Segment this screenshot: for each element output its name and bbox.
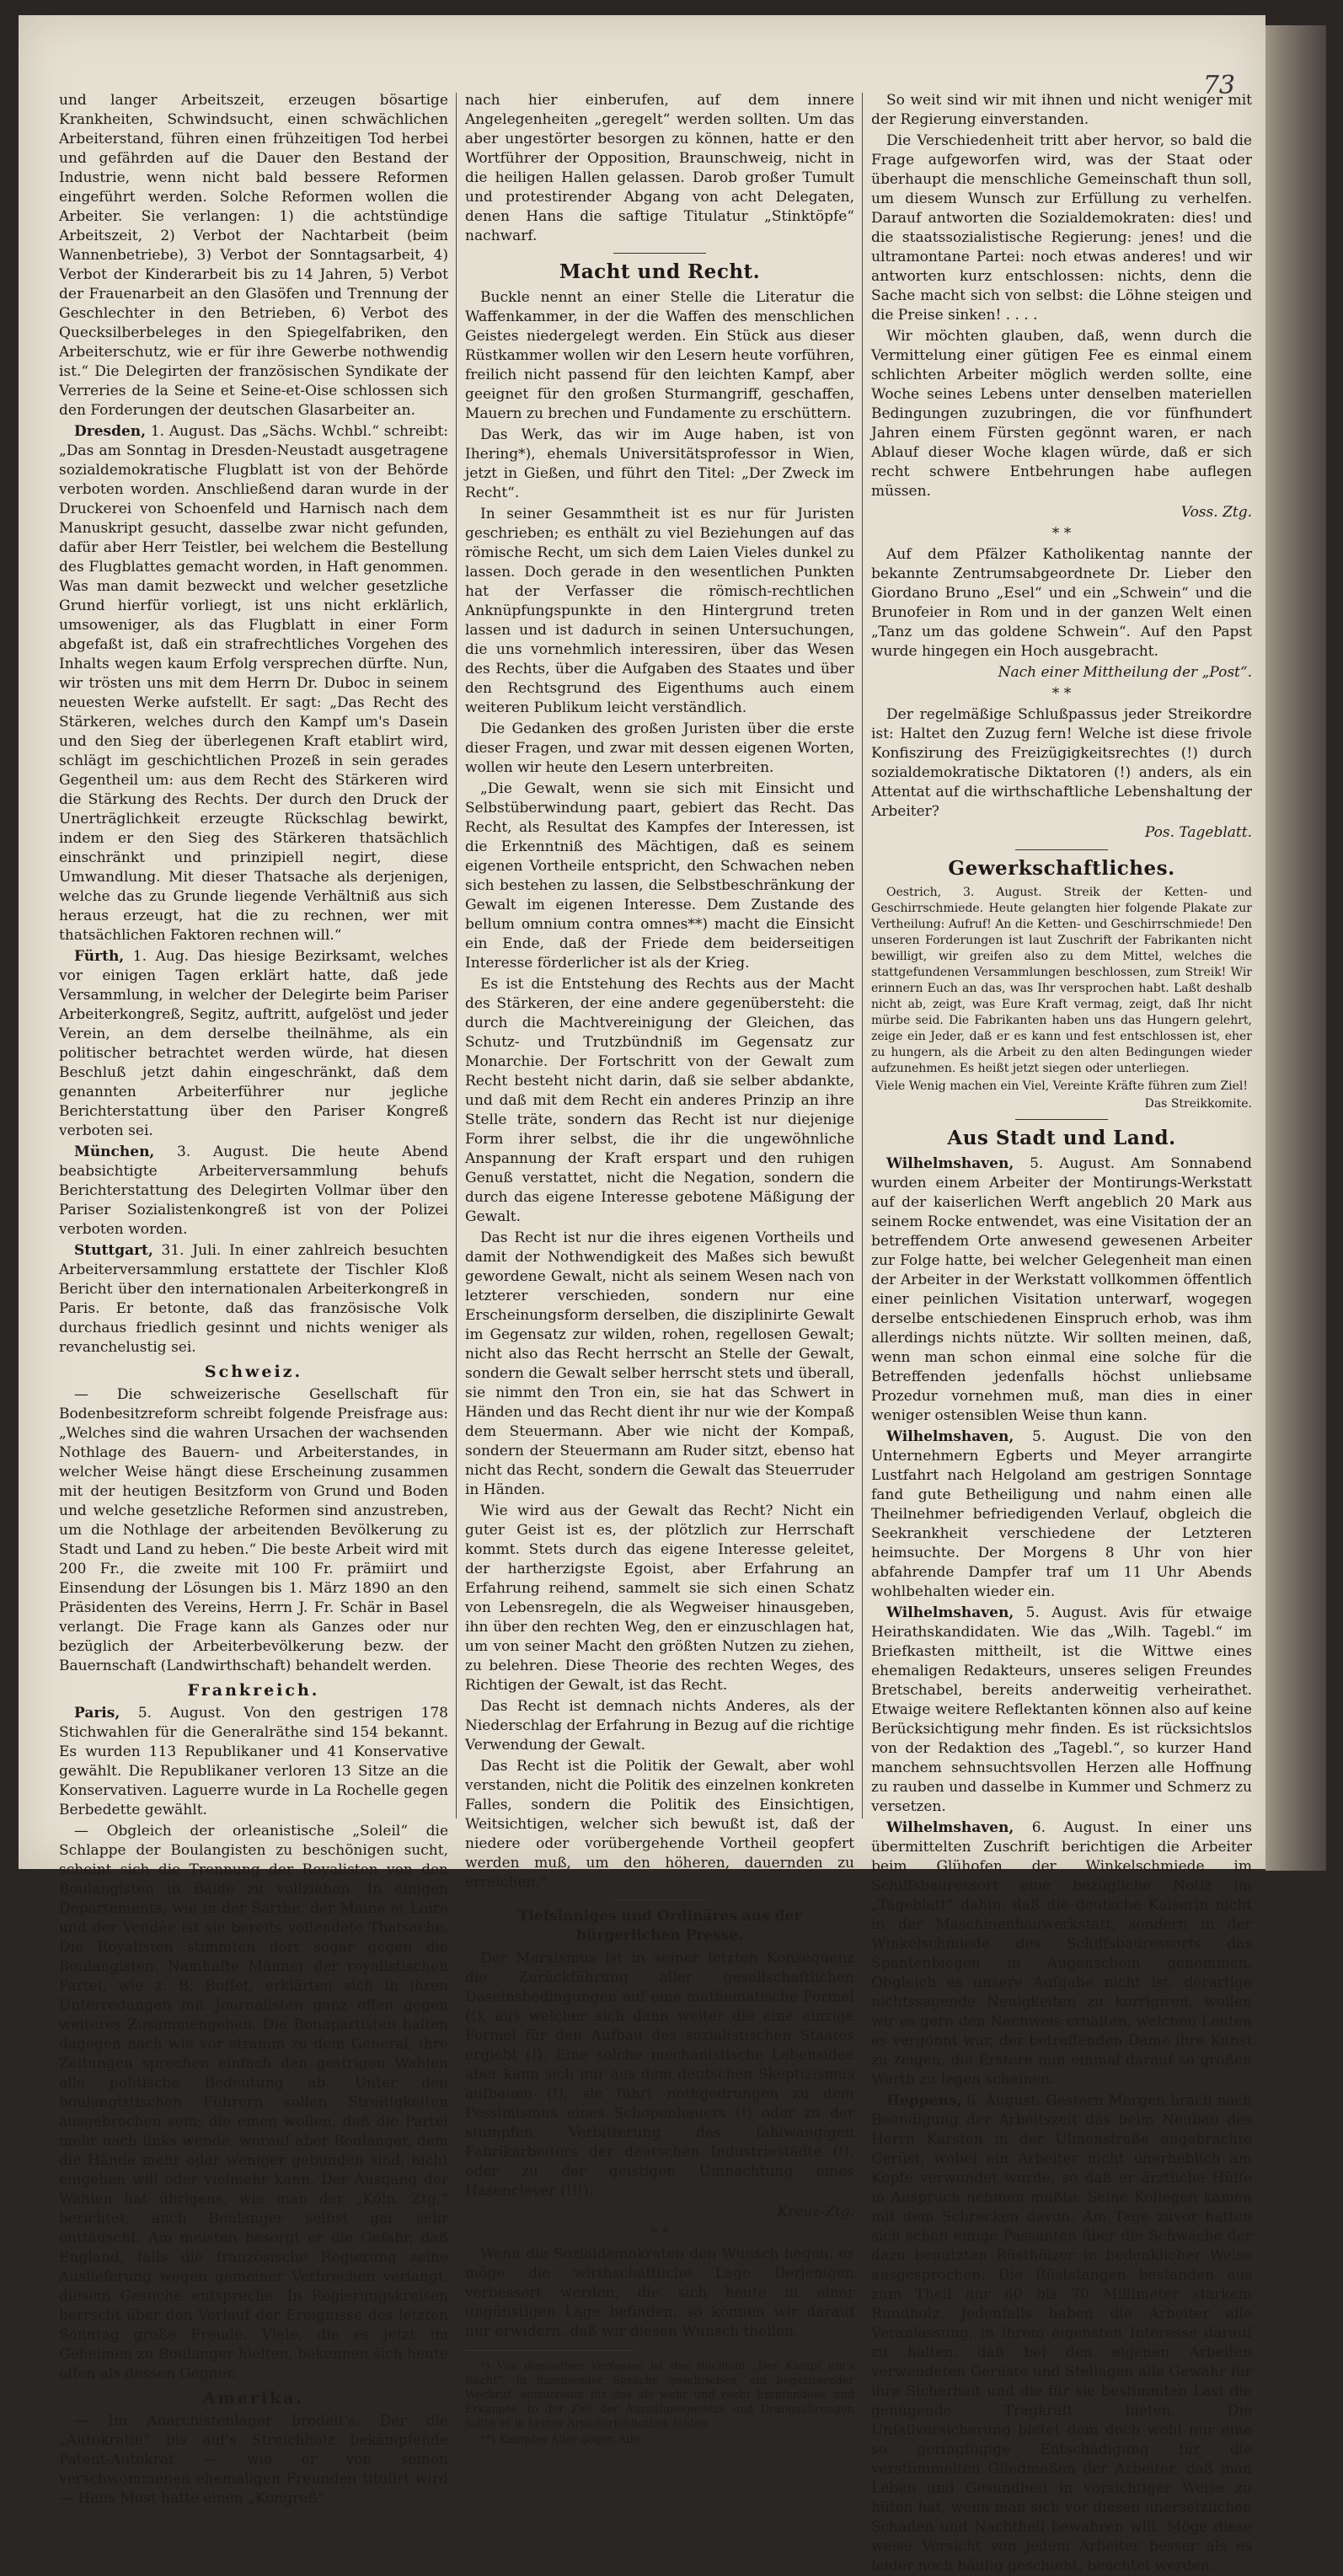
- news-item: [59, 1143, 448, 1240]
- news-item: — Im Anarchistenlager brodelt's. Der die „Autokratie“ bis auf's Streichholz bekämpfende Patent-Autokrat — wie er von seinen verschwommenen ehemaligen Freunden titulirt wird — Hans Most hatte einen „Kongreß“: [59, 2413, 448, 2507]
- dateline: Wilhelmshaven,: [886, 1155, 1014, 1172]
- news-quote: Viele Wenig machen ein Viel, Vereinte Kräfte führen zum Ziel!: [875, 1079, 1249, 1093]
- page-number: 73: [1202, 71, 1235, 100]
- news-item: [871, 2091, 1252, 2576]
- divider: [1015, 1119, 1108, 1120]
- news-item: — Obgleich der orleanistische „Soleil“ die Schlappe der Boulangisten zu beschönigen sucht, scheint sich die Trennung der Royalisten von den Boulangisten in Bälde zu vollziehen. In einigen Departements, wie in der Sarthe, der Maine et Loire und der Vendée ist sie bereits vollendete Thatsache. Die Royalisten stimmten dort sogar gegen die Boulangisten. Namhafte Männer der royalistischen Partei, wie z. B. Buffet, erklärten sich in ihren Unterredungen mit Journalisten ganz offen gegen weiteres Zusammengehen. Die Bonapartisten halten dagegen nach wie vor stramm zu dem General, ihre Zeitungen sprechen einfach den gestrigen Wahlen alle politische Bedeutung ab. Unter den boulangistischen Führern sollen Streitigkeiten ausgebrochen sein; die einen wollen, daß die Partei mehr nach links wende, worauf aber Boulanger, dem die Hände mehr oder weniger gebunden sind, nicht eingehen will oder vielmehr kann. Der Ausgang der Wahlen hat übrigens, wie man der „Köln. Ztg.“ berichtet, auch Boulanger selbst gar sehr enttäuscht. Am meisten besorgt er die Gefahr, daß England, falls die französische Regierung seine Auslieferung wegen gemeiner Verbrechen verlangt, diesem Gesuche entspreche. In Regierungskreisen herrscht über den Verlauf der Ereignisse des letzten Sonntag große Freude. Viele, die es jetzt im Geheimen zu Boulanger hielten, bekennen sich heute offen als dessen Gegner.: [59, 1823, 448, 2382]
- article-title-macht-und-recht: Macht und Recht.: [559, 260, 761, 283]
- news-item: [59, 1704, 448, 1820]
- news-item: [871, 1427, 1252, 1602]
- section-heading-frankreich: Frankreich.: [187, 1681, 320, 1700]
- dateline: Heppens,: [886, 2092, 962, 2109]
- news-text: 5. August. Die von den Unternehmern Egberts und Meyer arrangirte Lustfahrt nach Helgoland am gestrigen Sonntage fand gute Betheiligung und nahm einen alle Theilnehmer befriedigenden Verlauf, obgleich die Seekrankheit verschiedene der Letzteren heimsuchte. Der Morgens 8 Uhr von hier abfahrende Dampfer traf um 11 Uhr Abends wohlbehalten wieder ein.: [871, 1428, 1252, 1600]
- source-signature: Pos. Tageblatt.: [1144, 824, 1252, 841]
- news-item: — Die schweizerische Gesellschaft für Bodenbesitzreform schreibt folgende Preisfrage aus: „Welches sind die wahren Ursachen der wachsenden Nothlage des Bauern- und Arbeiterstandes, in welcher Weise hängt diese Erscheinung zusammen mit der heutigen Besitzform von Grund und Boden und welche gesetzliche Reformen sind anzustreben, um die Nothlage der arbeitenden Bevölkerung zu Stadt und Land zu heben.“ Die beste Arbeit wird mit 200 Fr., die zweite mit 100 Fr. prämiirt und Einsendung der Lösungen bis 1. März 1890 an den Präsidenten des Vereins, Herrn J. Fr. Schär in Basel verlangt. Die Frage kann als Ganzes oder nur bezüglich der Arbeiterbevölkerung bezw. der Bauernschaft (Landwirthschaft) behandelt werden.: [59, 1386, 448, 1674]
- separator-stars: * *: [1051, 525, 1072, 542]
- column-2: [465, 91, 854, 2446]
- news-item: [59, 422, 448, 945]
- column-1: [59, 91, 449, 2507]
- dateline: Stuttgart,: [74, 1242, 153, 1259]
- separator-stars: * *: [1051, 685, 1072, 702]
- news-item: [59, 1241, 448, 1358]
- footnote-divider: [465, 2350, 634, 2351]
- article-paragraph: Das Recht ist demnach nichts Anderes, als der Niederschlag der Erfahrung in Bezug auf die richtige Verwendung der Gewalt.: [465, 1698, 854, 1754]
- news-text: 6. August. Gestern Morgen brach nach Beendigung der Arbeitszeit das beim Neubau des Herrn Karsten in der Ulmenstraße angebrachte Gerüst, wobei ein Arbeiter nicht unerheblich am Kopfe verwundet wurde, so daß er ärztliche Hülfe in Anspruch nehmen mußte. Seine Kollegen kamen mit dem Schrecken davon. Am Tage zuvor hatten sich schon einige Passanten über die Schwäche der dazu benutzten Rüsthölzer in bedenklicher Weise ausgesprochen. Die Rüststangen bestanden aus zum Theil nur 60 bis 70 Millimeter starkem Rundholz. Jedenfalls haben die Arbeiter alle Veranlassung, in ihrem eigensten Interesse darauf zu halten, daß bei den eigenen Arbeiten verwendeten Gerüste und Stellagen alle Gewähr für ihre Sicherheit und die für sie bestimmten Last die genügende Tragkraft bieten. Die Unfallversicherung bietet dem doch wohl nur eine so geringfügige Entschädigung für die verstümmelten Gliedmaßen der Arbeiter, daß man Leben und Gesundheit in vorsichtiger Weise zu hüten hat, wenn man sich vor diesen unersetzlichen Schaden und Nachtheil bewahren will. Möge diese weise Vorsicht von jedem Arbeiter besser als es leider noch häufig geschieht, beachtet werden.: [871, 2092, 1253, 2574]
- dateline: Wilhelmshaven,: [886, 1428, 1014, 1445]
- news-text: 1. August. Das „Sächs. Wchbl.“ schreibt: „Das am Sonntag in Dresden-Neustadt ausgetragene sozialdemokratische Flugblatt ist von der Behörde verboten worden. Anschließend daran wurde in der Druckerei von Schoenfeld und Harnisch nach dem Manuskript gesucht, dasselbe zwar nicht gefunden, dafür aber Herr Teistler, bei welchem die Bestellung des Flugblattes gemacht worden, in Haft genommen. Was man damit bezweckt und welcher gesetzliche Grund hierfür vorliegt, ist uns nicht erklärlich, umsoweniger, als das Flugblatt in einer Form abgefaßt ist, daß ein strafrechtliches Vorgehen des Inhalts wegen kaum Erfolg versprechen dürfte. Nun, wir trösten uns mit dem Herrn Dr. Duboc in seinem neuesten Werke aufstellt. Er sagt: „Das Recht des Stärkeren, welches durch den Kampf um's Dasein und den Sieg der überlegenen Kraft etablirt wird, schlägt im geschichtlichen Prozeß in sein gerades Gegentheil um: aus dem Recht des Stärkeren wird die Stärkung des Rechts. Der durch den Druck der Unerträglichkeit erzeugte Rückschlag bewirkt, indem er den Sieg des Stärkeren thatsächlich einschränkt und prinzipiell negirt, diese Umwandlung. Mit dieser Thatsache als derjenigen, welche das zu Grunde liegende Verhältniß aus sich heraus erzeugt, hat die zu rechnen, wer mit thatsächlichen Faktoren rechnen will.“: [59, 423, 448, 944]
- news-text: 3. August. Die heute Abend beabsichtigte Arbeiterversammlung behufs Berichterstattung des Delegirten Vollmar über den Pariser Sozialistenkongreß ist von der Polizei verboten worden.: [59, 1143, 448, 1238]
- news-signature: Das Streikkomite.: [1144, 1097, 1252, 1111]
- section-heading-presse: Tiefsinniges und Ordinäres aus der bürgerlichen Presse.: [517, 1908, 802, 1944]
- divider: [613, 1899, 706, 1900]
- dateline: Dresden,: [74, 423, 147, 440]
- article-paragraph: So weit sind wir mit ihnen und nicht weniger mit der Regierung einverstanden.: [871, 92, 1252, 128]
- news-text: 5. August. Avis für etwaige Heirathskandidaten. Wie das „Wilh. Tagebl.“ im Briefkasten mittheilt, ist die Wittwe eines ehemaligen Redakteurs, unseres seligen Freundes Bretschabel, bereits anderweitig verheirathet. Etwaige weitere Reflektanten können also auf keine Berücksichtigung mehr finden. Es ist rücksichtslos von der Redaktion des „Tagebl.“, so kurzer Hand manchem sehnsuchtsvollen Herzen alle Hoffnung zu rauben und dasselbe in Kummer und Schmerz zu versetzen.: [871, 1604, 1253, 1815]
- column-rule: [862, 93, 863, 1818]
- source-signature: Nach einer Mittheilung der „Post“.: [998, 664, 1252, 681]
- article-paragraph: Wir möchten glauben, daß, wenn durch die Vermittelung einer gütigen Fee es einmal einem schlichten Arbeiter möglich werden sollte, eine Woche seines Lebens unter denselben materiellen Bedingungen zuzubringen, die vor fünfhundert Jahren einem Fürsten gegönnt waren, er nach Ablauf dieser Woche klagen würde, daß er sich recht schwere Entbehrungen habe auflegen müssen.: [871, 328, 1252, 500]
- news-item: [871, 1154, 1252, 1426]
- section-heading-schweiz: Schweiz.: [204, 1363, 303, 1381]
- news-text: 6. August. In einer uns übermittelten Zuschrift berichtigen die Arbeiter beim Glühofen der Winkelschmiede im Schiffsbauressort eine bezügliche Notiz im „Tageblatt“ dahin, daß die deutsche Kaiserin nicht in der Maschinenbauwerkstatt, sondern in der Winkelschmiede des Schiffsbauressorts das Spantenbiegen in Augenschein genommen. Obgleich es unsere Aufgabe nicht ist, derartige nichtssagende Neuigkeiten zu korrigiren, wollen wir es gern den Nachweis erhalten, welchen Leuten es vergönnt war, der betreffenden Dame ihre Kunst zu zeigen, die Erstere nun einmal darauf so großen Werth zu legen scheinen.: [871, 1819, 1253, 2088]
- section-heading-aus-stadt-und-land: Aus Stadt und Land.: [947, 1127, 1176, 1149]
- article-paragraph: Wenn die Sozialdemokraten den Wunsch hegen, es möge die wirthschaftliche Lage Derjenigen verbessert werden, die sich heute in einer ungünstigen Lage befinden, so können wir darauf nur erwidern, daß wir diesen Wunsch theilen.: [465, 2246, 854, 2340]
- news-item: [59, 947, 448, 1141]
- news-text: 5. August. Von den gestrigen 178 Stichwahlen für die Generalräthe sind 154 bekannt. Es wurden 113 Republikaner und 41 Konservative gewählt. Die Republikaner verloren 13 Sitze an die Konservativen. Laguerre wurde in La Rochelle gegen Berbedette gewählt.: [59, 1705, 449, 1818]
- dateline: Paris,: [74, 1705, 120, 1722]
- article-paragraph: „Die Gewalt, wenn sie sich mit Einsicht und Selbstüberwindung paart, gebiert das Recht. Das Recht, als Resultat des Kampfes der Interessen, ist die Erkenntniß des Mächtigen, daß es seinem eigenen Vortheile entspricht, den Schwachen neben sich bestehen zu lassen, die Selbstbeschränkung der Gewalt im eigenen Interesse. Dem Zustande des bellum omnium contra omnes**) macht die Einsicht ein Ende, daß der Friede dem beiderseitigen Interesse förderlicher ist als der Krieg.: [465, 780, 854, 972]
- section-heading-amerika: Amerika.: [202, 2389, 305, 2407]
- dateline: Wilhelmshaven,: [886, 1819, 1014, 1836]
- divider: [613, 253, 706, 254]
- article-paragraph: Das Recht ist die Politik der Gewalt, aber wohl verstanden, nicht die Politik des einzelnen konkreten Falles, sondern die Politik des Einsichtigen, Weitsichtigen, welcher sich bewußt ist, daß der niedere oder vorübergehende Vortheil geopfert werden muß, um den höheren, dauernden zu erreichen.“: [465, 1758, 854, 1891]
- article-paragraph: Das Recht ist nur die ihres eigenen Vortheils und damit der Nothwendigkeit des Maßes sich bewußt gewordene Gewalt, nicht als seinem Wesen nach von letzterer verschieden, sondern nur eine Erscheinungsform derselben, die disziplinirte Gewalt im Gegensatz zur wilden, rohen, regellosen Gewalt; nicht also das Recht herrscht an Stelle der Gewalt, sondern die Gewalt selber herrscht stets und überall, sie nimmt den Tron ein, sie hat das Schwert in Händen und das Recht dient ihr nur wie der Kompaß dem Steuermann. Aber wie nicht der Kompaß, sondern der Steuermann am Ruder sitzt, ebenso hat nicht das Recht, sondern die Gewalt das Steuerruder in Händen.: [465, 1229, 854, 1498]
- dateline: Wilhelmshaven,: [886, 1604, 1014, 1621]
- dateline: Fürth,: [74, 948, 125, 965]
- article-paragraph: Buckle nennt an einer Stelle die Literatur die Waffenkammer, in der die Waffen des menschlichen Geistes niedergelegt werden. Ein Stück aus dieser Rüstkammer wollen wir den Lesern heute vorführen, freilich nicht passend für den leichten Kampf, aber geeignet für den großen Sturmangriff, geschaffen, Mauern zu brechen und Fundamente zu erschüttern.: [465, 289, 854, 422]
- news-text: 31. Juli. In einer zahlreich besuchten Arbeiterversammlung erstattete der Tischler Kloß Bericht über den internationalen Arbeiterkongreß in Paris. Er betonte, daß das französische Volk durchaus friedlich gesinnt und nichts weniger als revanchelustig sei.: [59, 1242, 448, 1356]
- book-edge: [1265, 25, 1326, 1871]
- news-text: 5. August. Am Sonnabend wurden einem Arbeiter der Montirungs-Werkstatt auf der kaiserlichen Werft angeblich 20 Mark aus seinem Rocke entwendet, was eine Visitation der an betreffendem Orte anwesend gewesenen Arbeiter zur Folge hatte, bei welcher Gelegenheit man einen der Arbeiter in der Werkstatt vollkommen öffentlich einer peinlichen Visitation unterwarf, wogegen derselbe entschiedenen Einspruch erhob, was ihm allerdings nichts nützte. Wir sollten meinen, daß, wenn man schon einmal eine solche für die Betreffenden jedenfalls höchst unliebsame Prozedur vornehmen muß, man dies in einer weniger ostensiblen Weise thun kann.: [871, 1155, 1252, 1424]
- separator-stars: * *: [650, 2225, 670, 2241]
- news-item: [871, 1818, 1252, 2090]
- dateline: München,: [74, 1143, 155, 1160]
- news-item: Oestrich, 3. August. Streik der Ketten- und Geschirrschmiede. Heute gelangten hier folgende Plakate zur Vertheilung: Aufruf! An die Ketten- und Geschirrschmiede! Den unseren Forderungen ist laut Zuschrift der Fabrikanten nicht bewilligt, wir greifen also zu dem Mittel, welches die stattgefundenen Versammlungen beschlossen, zum Streik! Wir erinnern Euch an das, was Ihr versprochen habt. Laßt deshalb nicht ab, zeigt, was Eure Kraft vermag, zeigt, daß Ihr nicht mürbe seid. Die Fabrikanten haben uns das Hungern gelehrt, zeige ein Jeder, daß er es kann und fest entschlossen ist, eher zu hungern, als die Arbeit zu den alten Bedingungen wieder aufzunehmen. Es heißt jetzt siegen oder unterliegen.: [871, 886, 1252, 1075]
- column-rule: [456, 93, 457, 1818]
- article-paragraph: Der Marxismus ist in seiner letzten Konsequenz die Zurückführung aller gesellschaftlichen Daseinsbedingungen auf eine mathematische Formel (!), aus welcher sich dann weiter die eine einzige Formel für den Aufbau des sozialistischen Staates ergiebt (!). Eine solche mechanistische Lebensidee aber kann sich nur aus dem deutschen Skeptizismus aufbauen (!); sie führt nothgedrungen zu dem Pessimismus eines Schopenhauers (!) oder zu der stumpfen Verbitterung des fahlwangigen Fabrikarbeiters der deutschen Industriestädte (!), oder zu der geistigen Umnachtung eines Hasenclever (!!!).: [465, 1950, 854, 2199]
- article-paragraph: nach hier einberufen, auf dem innere Angelegenheiten „geregelt“ werden sollten. Um das aber ungestörter besorgen zu können, hatte er den Wortführer der Opposition, Braunschweig, nicht in die heiligen Hallen gelassen. Darob großer Tumult und protestirender Abgang von acht Delegaten, denen Hans die saftige Titulatur „Stinktöpfe“ nachwarf.: [465, 92, 854, 244]
- footnote: **) Kampfes Aller gegen Alle.: [480, 2434, 644, 2446]
- news-text: 1. Aug. Das hiesige Bezirksamt, welches vor einigen Tagen erklärt hatte, daß jede Versammlung, in welcher der Delegirte beim Pariser Arbeiterkongreß, Segitz, auftritt, aufgelöst und jeder Verein, an dem derselbe theilnähme, als ein politischer betrachtet werden würde, hat diesen Beschluß jetzt dahin eingeschränkt, daß dem genannten Arbeiterführer nur jegliche Berichterstattung über den Pariser Kongreß verboten sei.: [59, 948, 449, 1139]
- footnote: *) Von demselben Verfasser ist das Büchlein „Der Kampf um's Recht“, in flammender Sprache geschrieben, ein begeisternder Weckruf, einzutreten für das als wahr und recht Empfundene und Erkannte. In der Zeit der Ausnahmegesetze und Drangsalirungen sollte es in keiner Arbeiterbibliothek fehlen.: [465, 2360, 854, 2430]
- section-heading-gewerkschaftliches: Gewerkschaftliches.: [948, 857, 1175, 880]
- article-paragraph: Wie wird aus der Gewalt das Recht? Nicht ein guter Geist ist es, der plötzlich zur Herrschaft kommt. Stets durch das eigene Interesse geleitet, der hartherzigste Egoist, aber Erfahrung an Erfahrung reihend, sammelt sie sich einen Schatz von Lebensregeln, die als Wegweiser hinausgeben, ihn über den rechten Weg, den er einzuschlagen hat, um von seiner Macht den größten Nutzen zu ziehen, zu belehren. Diese Theorie des rechten Weges, des Richtigen der Gewalt, ist das Recht.: [465, 1502, 854, 1694]
- article-paragraph: Die Verschiedenheit tritt aber hervor, so bald die Frage aufgeworfen wird, was der Staat oder überhaupt die menschliche Gemeinschaft thun soll, um diesem Wunsch zur Erfüllung zu verhelfen. Darauf antworten die Sozialdemokraten: dies! und die staatssozialistische Regierung: jenes! und die ultramontane Partei: noch etwas anderes! und wir antworten kurz entschlossen: nichts, denn die Sache macht sich von selbst: die Löhne steigen und die Preise sinken! . . . .: [871, 132, 1252, 324]
- article-paragraph: und langer Arbeitszeit, erzeugen bösartige Krankheiten, Schwindsucht, einen schwächlichen Arbeiterstand, führen einen frühzeitigen Tod herbei und gefährden auf die Dauer den Bestand der Industrie, wenn nicht bald bessere Reformen eingeführt werden. Solche Reformen wollen die Arbeiter. Sie verlangen: 1) die achtstündige Arbeitszeit, 2) Verbot der Nachtarbeit (beim Wannenbetriebe), 3) Verbot der Sonntagsarbeit, 4) Verbot der Kinderarbeit bis zu 14 Jahren, 5) Verbot der Frauenarbeit an den Glasöfen und Trennung der Geschlechter in den Betrieben, 6) Verbot des Quecksilberbeleges in den Spiegelfabriken, den Arbeiterschutz, wie er für ihre Gewerbe nothwendig ist.“ Die Delegirten der französischen Syndikate der Verreries de la Seine et Seine-et-Oise schlossen sich den Forderungen der deutschen Glasarbeiter an.: [59, 92, 448, 419]
- divider: [1015, 849, 1108, 850]
- news-item: [871, 1604, 1252, 1817]
- article-paragraph: Der regelmäßige Schlußpassus jeder Streikordre ist: Haltet den Zuzug fern! Welche ist diese frivole Konfiszirung des Freizügigkeitsrechtes (!) durch sozialdemokratische Diktatoren (!) anders, als ein Attentat auf die wirthschaftliche Lebenshaltung der Arbeiter?: [871, 706, 1252, 820]
- article-paragraph: Auf dem Pfälzer Katholikentag nannte der bekannte Zentrumsabgeordnete Dr. Lieber den Giordano Bruno „Esel“ und ein „Schwein“ und die Brunofeier in Rom und in der ganzen Welt einen „Tanz um das goldene Schwein“. Auf den Papst wurde hingegen ein Hoch ausgebracht.: [871, 546, 1252, 660]
- source-signature: Kreuz-Ztg.: [777, 2204, 854, 2220]
- article-paragraph: Die Gedanken des großen Juristen über die erste dieser Fragen, und zwar mit dessen eigenen Worten, wollen wir heute den Lesern unterbreiten.: [465, 720, 854, 776]
- article-paragraph: In seiner Gesammtheit ist es nur für Juristen geschrieben; es enthält zu viel Beziehungen auf das römische Recht, um sich dem Laien Vieles dunkel zu lassen. Doch gerade in den wesentlichen Punkten hat der Verfasser die römisch-rechtlichen Anknüpfungspunkte in den Hintergrund treten lassen und ist dadurch in seinen Untersuchungen, die uns vornehmlich interessiren, über das Wesen des Rechts, über die Aufgaben des Staates und über den Rechtsgrund des Eigenthums auch einem weiteren Publikum leicht verständlich.: [465, 506, 854, 716]
- column-3: [871, 91, 1253, 2574]
- article-paragraph: Das Werk, das wir im Auge haben, ist von Ihering*), ehemals Universitätsprofessor in Wien, jetzt in Gießen, und führt den Titel: „Der Zweck im Recht“.: [465, 426, 854, 501]
- newspaper-page: [19, 15, 1265, 2574]
- article-paragraph: Es ist die Entstehung des Rechts aus der Macht des Stärkeren, der eine andere gegenübersteht: die durch die Machtvereinigung der Gleichen, das Schutz- und Trutzbündniß im Gegensatz zur Monarchie. Der Fortschritt von der Gewalt zum Recht besteht nicht darin, daß sie selber abdankte, und daß mit dem Recht ein anderes Prinzip an ihre Stelle träte, sondern das Recht ist nur diejenige Form ihrer selbst, die ihr die ungewöhnliche Anspannung der Kraft erspart und den ruhigen Genuß verstattet, nicht die Negation, sondern die durch das eigene Interesse gebotene Mäßigung der Gewalt.: [465, 976, 854, 1225]
- source-signature: Voss. Ztg.: [1180, 504, 1252, 521]
